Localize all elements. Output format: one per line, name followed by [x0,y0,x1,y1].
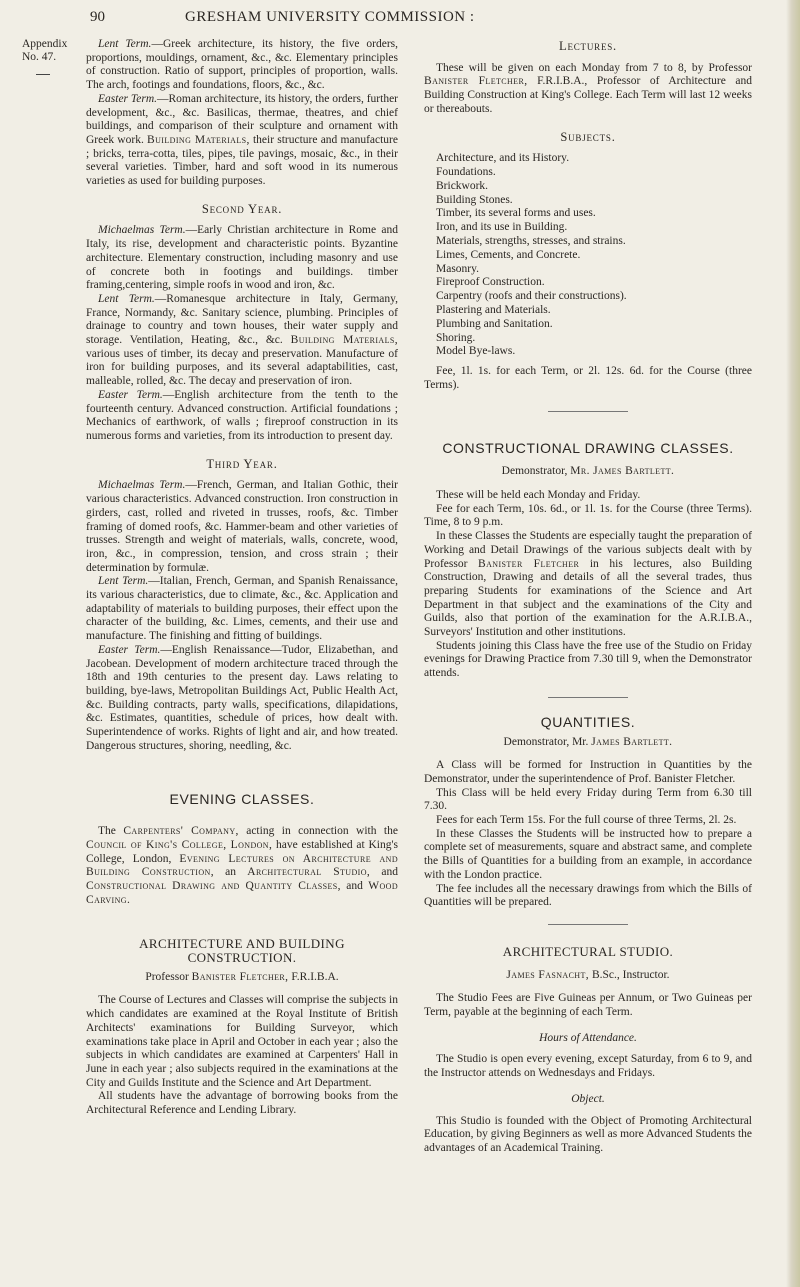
lent-term-year1: Lent Term.—Greek architecture, its history, the five orders, proportions, mouldings, ornament, &c., &c. Elementary principles of construction. Ratio of support, principles of proportion, walls. The arch, footings and foundations, floors, &c., &c. [86,38,398,92]
list-item: Limes, Cements, and Concrete. [436,248,581,261]
list-item: Materials, strengths, stresses, and strains. [436,235,626,247]
list-item: Architecture, and its History. [436,152,570,165]
spacer [86,753,398,783]
evening-classes-intro: The Carpenters' Company, acting in connection with the Council of King's College, London, have established at King's College, London, Evening Lectures on Architecture and Building Construction, an Architectural Studio, and Constructional Drawing and Quantity Classes, and Wood Carving. [86,825,399,906]
lectures-text: These will be given on each Monday from 7 to 8, by Professor Banister Fletcher, F.R.I.B.A., Professor of Architecture and Building Construction at King's College. Each Term will last 12 weeks or thereabouts. [424,61,753,115]
divider [548,697,628,698]
page-edge [786,0,800,1287]
qty-text-5: The fee includes all the necessary drawings from which the Bills of Quantities will be prepared. [424,882,752,909]
fee-text: Fee, 1l. 1s. for each Term, or 2l. 12s. 6d. for the Course (three Terms). [424,365,752,391]
appendix-number: No. 47. [22,51,57,63]
list-item: Fireproof Construction. [436,276,545,289]
easter-term-year1: Easter Term.—Roman architecture, its history, the orders, further development, &c., &c. Basilicas, thermae, theatres, and chief buildings, and comparison of their sculpture and ornament with Greek work. Building Materials, their structure and manufacture ; bricks, terra-cotta, tiles, pipes, tile pavings, mosaic, &c., in their several varieties. Timber, hard and soft wood in its numerous varieties as used for building purposes. [86,92,399,188]
qty-text-2: This Class will be held every Friday during Term from 6.30 till 7.30. [424,786,752,813]
michaelmas-term-year2: Michaelmas Term.—Early Christian architecture in Rome and Italy, its rise, development and characteristic points. Byzantine architecture. Elementary construction, including masonry and use of concrete both in footings and buildings. timber framing,centering, simple roofs in wood and iron, &c. [86,224,399,292]
lent-term-year2: Lent Term.—Romanesque architecture in Italy, Germany, France, Normandy, &c. Sanitary science, plumbing. Principles of drainage to country and town houses, their water supply and storage. Ventilation, Heating, &c., &c. Building Materials, various uses of timber, its decay and preservation. Manufacture of iron for building purposes, and its several adaptabilities, cast, malleable, rolled, &c. The decay and preservation of iron. [86,292,399,388]
running-title: GRESHAM UNIVERSITY COMMISSION : [185,9,475,25]
right-column [424,38,752,1156]
constructional-drawing-heading: CONSTRUCTIONAL DRAWING CLASSES. [442,439,734,456]
library-note: All students have the advantage of borrowing books from the Architectural Reference and Lending Library. [86,1090,398,1117]
list-item: Brickwork. [436,179,489,192]
margin-dash [36,74,50,75]
easter-term-year2: Easter Term.—English architecture from the tenth to the fourteenth century. Advanced construction. Artificial foundations ; Mechanics of earthwork, of walls ; fireproof construction in its numerous forms and varieties, from its introduction to present day. [86,388,398,442]
cdc-days: These will be held each Monday and Friday. [436,488,641,501]
page-number: 90 [90,9,105,25]
subjects-list [424,152,752,359]
hours-text: The Studio is open every evening, except Saturday, from 6 to 9, and the Instructor attends on Wednesdays and Fridays. [424,1053,752,1080]
michaelmas-term-year3: Michaelmas Term.—French, German, and Italian Gothic, their various characteristics. Advanced construction. Iron construction in girders, cast, rolled and riveted in trusses, roofs, &c. Timber framing of domed roofs, &c. Hammer-beam and other varieties of trusses. Strength and weight of materials, walls, concrete, wood, iron, &c., in compression, tension, and cross strain ; their determination by formulæ. [86,479,399,574]
professor-line: Professor Banister Fletcher, F.R.I.B.A. [145,970,339,983]
qty-text-4: In these Classes the Students will be instructed how to prepare a complete set of measurements, square and abstract same, and complete the Bills of Quantities for a building from an example, in accordance with the London practice. [424,827,752,881]
qty-text-1: A Class will be formed for Instruction in Quantities by the Demonstrator, under the superintendence of Prof. Banister Fletcher. [424,759,752,785]
margin-note [22,38,82,75]
object-text: This Studio is founded with the Object of Promoting Architectural Education, by giving Beginners as well as more Advanced Students the advantages of an Academical Training. [424,1114,753,1154]
list-item: Plumbing and Sanitation. [436,317,553,330]
list-item: Shoring. [436,331,476,344]
list-item: Plastering and Materials. [436,303,551,316]
second-year-heading: Second Year. [201,201,283,216]
cdc-description: In these Classes the Students are especially taught the preparation of Working and Detail Drawings of the various subjects dealt with by Professor Banister Fletcher in his lectures, also Building Construction, Drawing and details of all the several trades, thus preparing Students for examinations of the Science and Art Department in that subject and the examinations of the City and Guilds, also that portion of the examination for the A.R.I.B.A., Surveyors' Institution and other institutions. [424,530,752,639]
list-item: Iron, and its use in Building. [436,221,568,234]
list-item: Timber, its several forms and uses. [436,207,596,220]
list-item: Masonry. [436,262,480,275]
divider [548,411,628,412]
object-heading: Object. [571,1092,605,1105]
demonstrator-line: Demonstrator, Mr. James Bartlett. [501,465,675,478]
cdc-fee: Fee for each Term, 10s. 6d., or 1l. 1s. for the Course (three Terms). Time, 8 to 9 p.m. [424,502,752,529]
subjects-heading: Subjects. [560,129,616,144]
list-item: Carpentry (roofs and their constructions). [436,290,627,303]
list-item: Foundations. [436,166,496,179]
list-item: Model Bye-laws. [436,345,516,358]
qty-text-3: Fees for each Term 15s. For the full course of three Terms, 2l. 2s. [436,814,737,827]
lent-term-year3: Lent Term.—Italian, French, German, and Spanish Renaissance, its various characteristics, due to climate, &c., &c. Application and adaptability of materials to building purposes, their effect upon the character of the building, &c. Limes, cements, and their use and manufacture. The finishing and fitting of buildings. [86,575,399,643]
list-item: Building Stones. [436,193,513,206]
architectural-studio-heading: ARCHITECTURAL STUDIO. [502,943,674,959]
divider [548,924,628,925]
course-description: The Course of Lectures and Classes will comprise the subjects in which candidates are examined at the Royal Institute of British Architects' examinations for Building Surveyor, which examinations take place in April and October in each year ; also the subjects in which candidates are examined at Carpenters' Hall in June in each year ; also subjects required in the examinations at the City and Guilds Institute and the Science and Art Department. [86,994,398,1089]
running-header [0,9,800,37]
lectures-heading: Lectures. [559,39,617,53]
spacer [86,813,398,825]
cdc-studio-use: Students joining this Class have the free use of the Studio on Friday evenings for Drawing Practice from 7.30 till 9, when the Demonstrator attends. [424,639,752,680]
left-column [86,38,398,1118]
evening-classes-heading: EVENING CLASSES. [169,791,315,808]
spacer [86,907,398,929]
easter-term-year3: Easter Term.—English Renaissance—Tudor, Elizabethan, and Jacobean. Development of modern architecture traced through the 18th and 19th centuries to the present day. Laws relating to building, bye-laws, Metropolitan Buildings Act, Public Health Act, &c. Building contracts, party walls, specifications, dilapidations, &c. Estimates, quantities, schedule of prices, how dealt with. Superintendence of works. Rights of light and air, and how treated. Dangerous structures, shoring, needling, &c. [86,643,399,752]
demonstrator-line: Demonstrator, Mr. James Bartlett. [503,735,673,748]
third-year-heading: Third Year. [206,456,278,471]
quantities-heading: QUANTITIES. [540,713,636,730]
instructor-line: James Fasnacht, B.Sc., Instructor. [506,968,670,981]
architecture-building-heading: ARCHITECTURE AND BUILDING CONSTRUCTION. [139,936,345,966]
studio-fees: The Studio Fees are Five Guineas per Annum, or Two Guineas per Term, payable at the beginning of each Term. [424,992,752,1019]
appendix-label: Appendix [22,38,68,50]
hours-heading: Hours of Attendance. [539,1031,637,1044]
